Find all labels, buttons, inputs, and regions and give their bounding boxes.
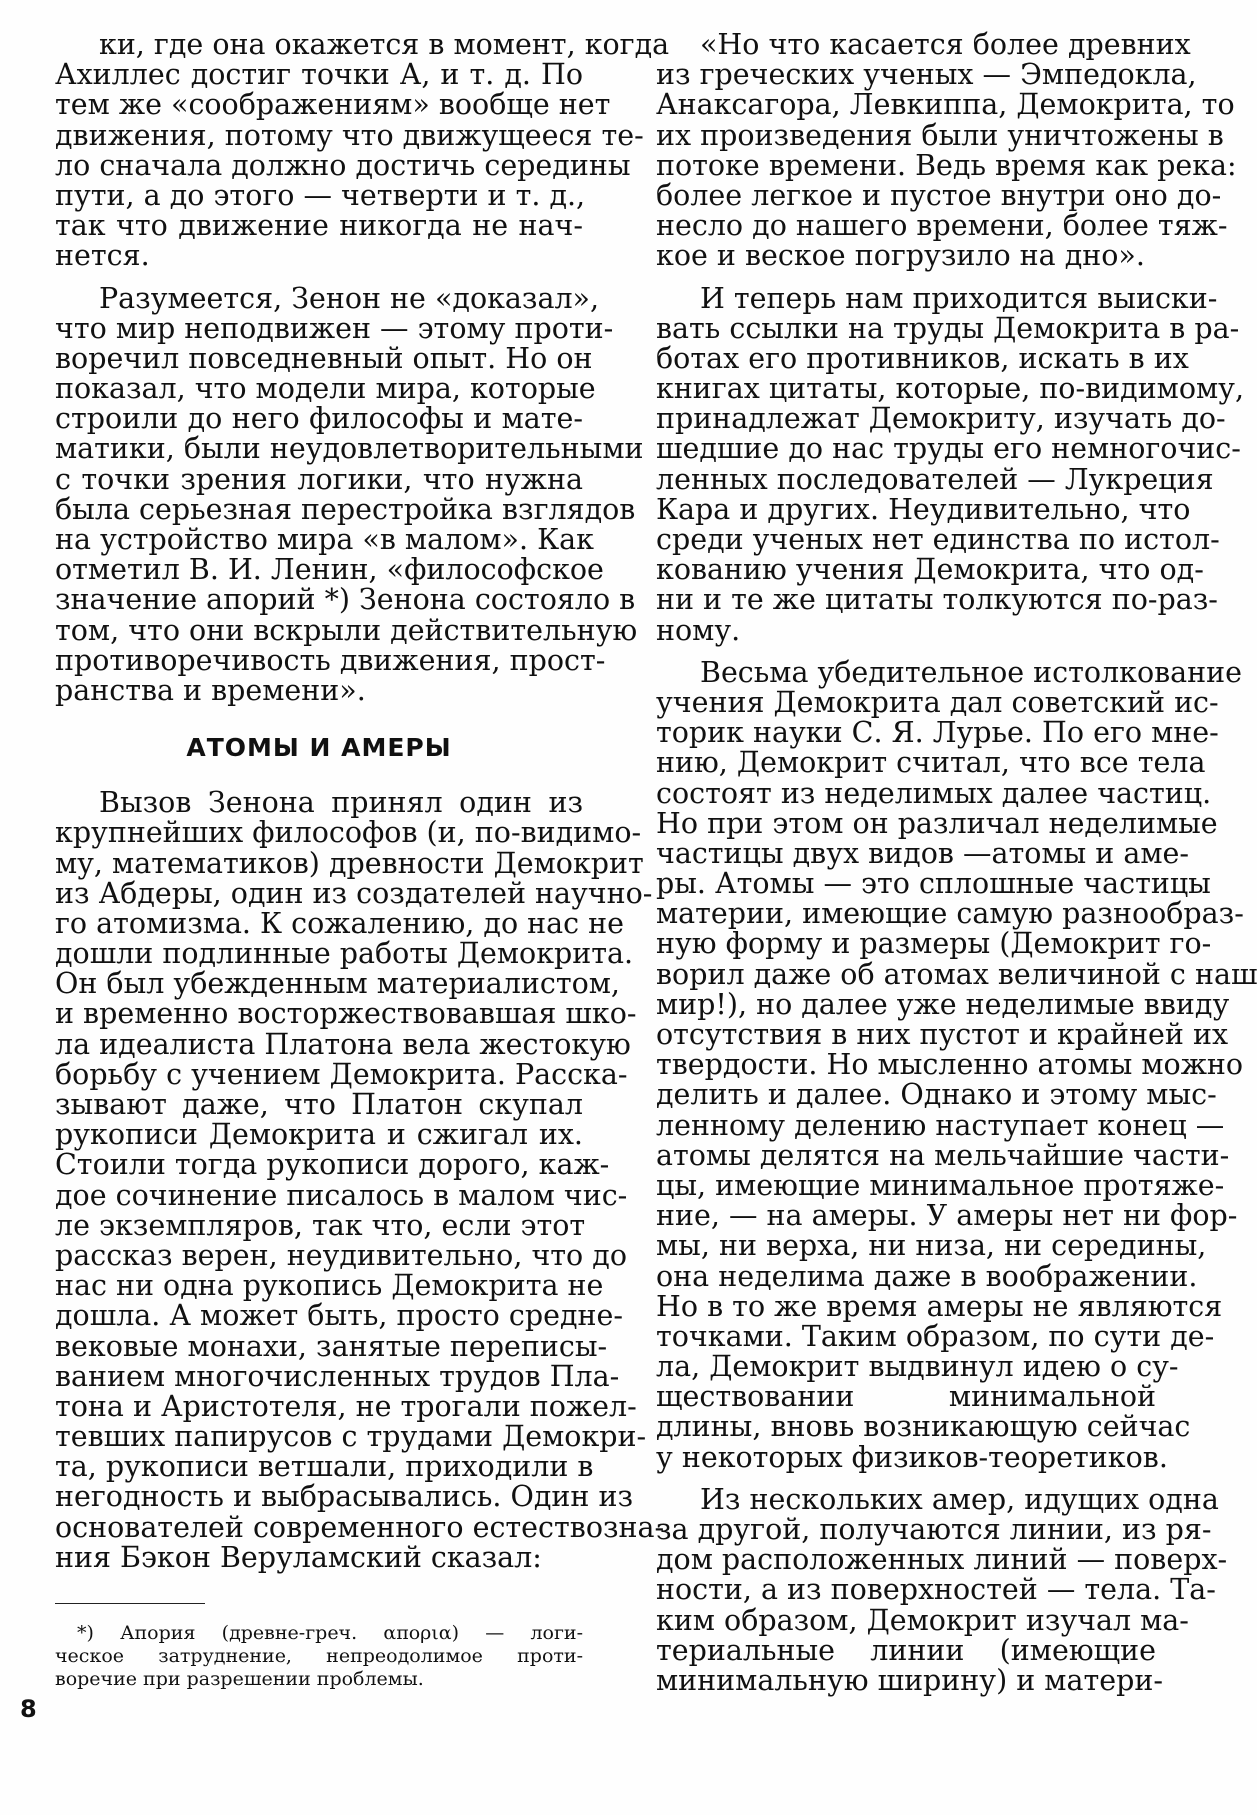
footnote-divider (55, 1603, 205, 1604)
text-line: териальные линии (имеющие (656, 1633, 1156, 1667)
text-line: торик науки С. Я. Лурье. По его мне- (656, 716, 1219, 750)
text-line: ким образом, Демокрит изучал ма- (656, 1603, 1189, 1637)
text-line: Весьма убедительное истолкование (700, 655, 1243, 689)
text-line: Вызов Зенона принял один из (99, 786, 583, 820)
text-line: за другой, получаются линии, из ря- (656, 1513, 1212, 1546)
text-line: тона и Аристотеля, не трогали пожел- (55, 1389, 637, 1423)
text-line: ние, — на амеры. У амеры нет ни фор- (656, 1199, 1238, 1233)
text-line: минимальную ширину) и матери- (656, 1663, 1163, 1697)
text-line: состоят из неделимых далее частиц. (656, 776, 1212, 810)
text-line: частицы двух видов —атомы и аме- (656, 836, 1190, 870)
text-line: вать ссылки на труды Демокрита в ра- (656, 311, 1240, 345)
text-line: и временно восторжествовавшая шко- (55, 997, 637, 1031)
text-line: значение апорий *) Зенона состояло в (55, 583, 636, 617)
text-line: пути, а до этого — четверти и т. д., (55, 178, 586, 212)
text-line: Стоили тогда рукописи дорого, каж- (55, 1148, 610, 1182)
text-line: ществовании минимальной (656, 1380, 1156, 1414)
text-line: дом расположенных линий — поверх- (656, 1543, 1228, 1577)
text-line: ному. (656, 613, 741, 647)
page-number: 8 (20, 1695, 37, 1723)
text-line: делить и далее. Однако и этому мыс- (656, 1078, 1217, 1112)
text-line: Ахиллес достиг точки А, и т. д. По (55, 58, 583, 92)
text-line: матики, были неудовлетворительными (55, 432, 644, 466)
text-line: потоке времени. Ведь время как река: (656, 148, 1237, 182)
text-line: ности, а из поверхностей — тела. Та- (656, 1573, 1216, 1607)
text-line: ния Бэкон Веруламский сказал: (55, 1540, 542, 1574)
text-line: строили до него философы и мате- (55, 402, 583, 436)
paragraph (656, 655, 1257, 1474)
text-line: воречил повседневный опыт. Но он (55, 341, 593, 375)
section-heading: АТОМЫ И АМЕРЫ (186, 733, 452, 763)
text-line: из Абдеры, один из создателей научно- (55, 876, 653, 910)
text-line: ленному делению наступает конец — (656, 1108, 1225, 1142)
text-line: Кара и других. Неудивительно, что (656, 492, 1191, 526)
text-line: мир!), но далее уже неделимые ввиду (656, 987, 1230, 1021)
text-line: рукописи Демокрита и сжигал их. (55, 1118, 583, 1152)
text-line: твердости. Но мысленно атомы можно (656, 1048, 1244, 1082)
text-line: среди ученых нет единства по истол- (656, 523, 1220, 556)
left-top-text (55, 28, 670, 707)
text-line: на устройство мира «в малом». Как (55, 523, 594, 556)
text-line: ванием многочисленных трудов Пла- (55, 1359, 620, 1393)
text-line: у некоторых физиков-теоретиков. (656, 1440, 1168, 1474)
text-line: «Но что касается более древних (700, 28, 1191, 61)
footnote-line: воречие при разрешении проблемы. (55, 1668, 424, 1690)
text-line: ла идеалиста Платона вела жестокую (55, 1027, 631, 1061)
text-line: несло до нашего времени, более тяж- (656, 209, 1228, 243)
text-line: ленных последователей — Лукреция (656, 462, 1214, 496)
text-line: материи, имеющие самую разнообраз- (656, 897, 1244, 931)
right-text (656, 28, 1257, 1697)
text-line: Но при этом он различал неделимые (656, 806, 1218, 840)
text-line: длины, вновь возникающую сейчас (656, 1410, 1191, 1444)
text-line: ло сначала должно достичь середины (55, 148, 631, 182)
text-line: движения, потому что движущееся те- (55, 118, 644, 152)
text-line: Из нескольких амер, идущих одна (700, 1482, 1219, 1516)
text-line: том, что они вскрыли действительную (55, 613, 638, 647)
text-line: Анаксагора, Левкиппа, Демокрита, то (656, 88, 1235, 122)
text-line: кое и веское погрузило на дно». (656, 239, 1145, 273)
text-line: дошла. А может быть, просто средне- (55, 1299, 623, 1333)
text-line: рассказ верен, неудивительно, что до (55, 1238, 627, 1272)
text-line: более легкое и пустое внутри оно до- (656, 178, 1222, 212)
text-line: она неделима даже в воображении. (656, 1259, 1198, 1293)
text-line: Он был убежденным материалистом, (55, 967, 620, 1001)
paragraph (55, 786, 665, 1574)
text-line: цы, имеющие минимальное протяже- (656, 1168, 1225, 1202)
text-line: ки, где она окажется в момент, когда (99, 28, 670, 61)
text-line: принадлежат Демокриту, изучать до- (656, 402, 1226, 436)
paragraph (656, 28, 1237, 273)
text-line: точками. Таким образом, по сути де- (656, 1319, 1215, 1353)
text-line: борьбу с учением Демокрита. Расска- (55, 1057, 628, 1091)
paragraph (55, 28, 670, 273)
paragraph (656, 281, 1245, 647)
footnote (55, 1622, 583, 1691)
text-line: нию, Демокрит считал, что все тела (656, 746, 1206, 780)
footnote-line: ческое затруднение, непреодолимое проти- (55, 1645, 583, 1667)
text-line: мы, ни верха, ни низа, ни середины, (656, 1229, 1207, 1263)
text-line: тем же «соображениям» вообще нет (55, 88, 611, 122)
text-line: зывают даже, что Платон скупал (55, 1088, 583, 1121)
text-line: отметил В. И. Ленин, «философское (55, 553, 604, 587)
text-line: учения Демокрита дал советский ис- (656, 685, 1219, 719)
text-line: крупнейших философов (и, по-видимо- (55, 816, 642, 850)
text-line: му, математиков) древности Демокрит (55, 846, 644, 880)
text-line: их произведения были уничтожены в (656, 118, 1224, 152)
text-line: что мир неподвижен — этому проти- (55, 311, 614, 345)
text-line: Разумеется, Зенон не «доказал», (99, 281, 600, 315)
text-line: ботах его противников, искать в их (656, 341, 1189, 375)
text-line: нас ни одна рукопись Демокрита не (55, 1269, 604, 1303)
text-line: противоречивость движения, прост- (55, 643, 606, 677)
text-line: вековые монахи, занятые переписы- (55, 1329, 608, 1363)
text-line: нется. (55, 239, 150, 273)
text-line: была серьезная перестройка взглядов (55, 492, 636, 526)
text-line: ную форму и размеры (Демокрит го- (656, 927, 1212, 961)
text-line: негодность и выбрасывались. Один из (55, 1480, 634, 1514)
text-line: Но в то же время амеры не являются (656, 1289, 1223, 1323)
text-line: ла, Демокрит выдвинул идею о су- (656, 1350, 1179, 1384)
text-line: ранства и времени». (55, 673, 366, 707)
paragraph (55, 281, 644, 707)
right-column (656, 28, 1257, 1697)
text-line: атомы делятся на мельчайшие части- (656, 1138, 1230, 1172)
text-line: ры. Атомы — это сплошные частицы (656, 867, 1211, 901)
text-line: шедшие до нас труды его немногочис- (656, 432, 1241, 466)
text-line: та, рукописи ветшали, приходили в (55, 1450, 594, 1484)
footnote-line: *) Апория (древне-греч. απορια) — логи- (77, 1622, 583, 1644)
left-column (55, 28, 670, 1691)
text-line: го атомизма. К сожалению, до нас не (55, 906, 625, 940)
text-line: книгах цитаты, которые, по-видимому, (656, 372, 1245, 406)
text-line: ни и те же цитаты толкуются по-раз- (656, 583, 1218, 617)
text-line: дое сочинение писалось в малом чис- (55, 1178, 628, 1212)
text-line: И теперь нам приходится выиски- (700, 281, 1218, 315)
paragraph (656, 1482, 1228, 1697)
text-line: отсутствия в них пустот и крайней их (656, 1018, 1229, 1051)
text-line: из греческих ученых — Эмпедокла, (656, 58, 1197, 92)
text-line: основателей современного естествозна- (55, 1510, 665, 1544)
text-line: тевших папирусов с трудами Демокри- (55, 1420, 647, 1454)
text-line: кованию учения Демокрита, что од- (656, 553, 1204, 587)
text-line: с точки зрения логики, что нужна (55, 462, 583, 496)
text-line: так что движение никогда не нач- (55, 209, 583, 243)
text-line: ворил даже об атомах величиной с наш (656, 957, 1257, 991)
left-bottom-text (55, 786, 665, 1574)
text-line: ле экземпляров, так что, если этот (55, 1208, 586, 1242)
text-line: дошли подлинные работы Демокрита. (55, 937, 634, 971)
text-line: показал, что модели мира, которые (55, 372, 596, 406)
